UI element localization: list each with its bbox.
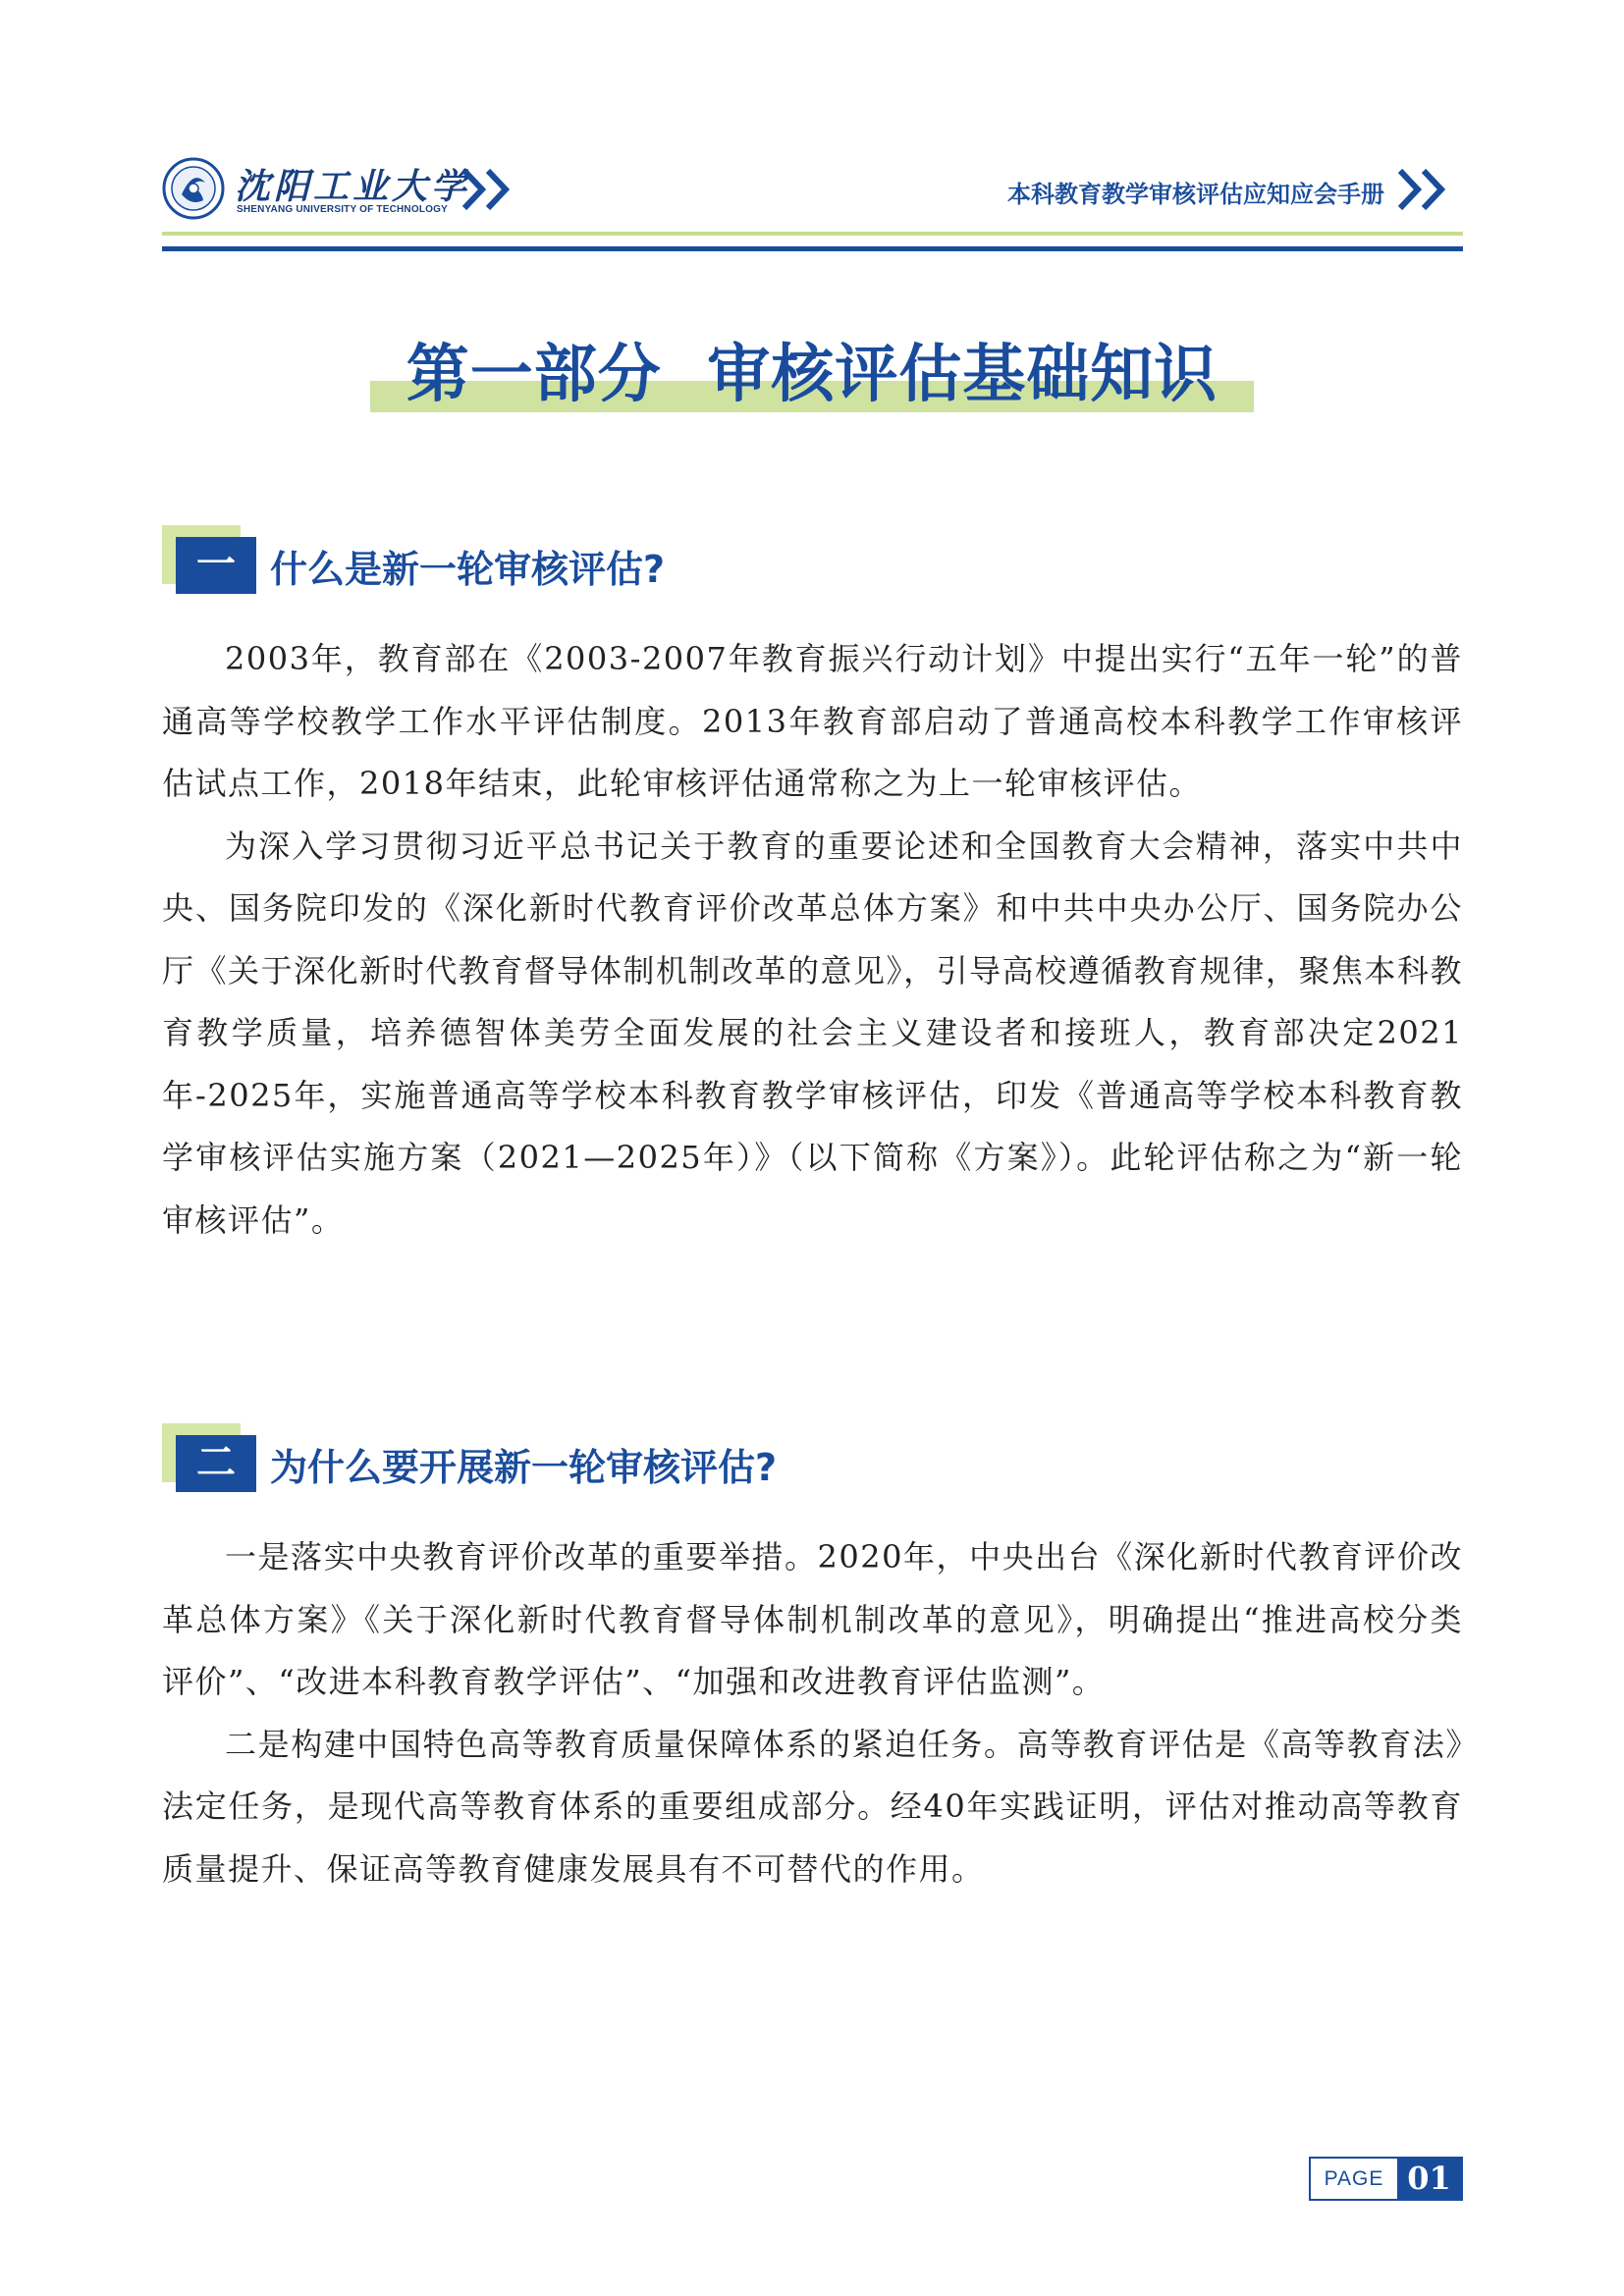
section-heading-2 xyxy=(162,1423,1046,1502)
section-heading-1 xyxy=(162,525,1046,604)
section-number-badge: 二 xyxy=(176,1435,256,1492)
paragraph: 为深入学习贯彻习近平总书记关于教育的重要论述和全国教育大会精神，落实中共中央、国务院印发的《深化新时代教育评价改革总体方案》和中共中央办公厅、国务院办公厅《关于深化新时代教育督导体制机制改革的意见》，引导高校遵循教育规律，聚焦本科教育教学质量，培养德智体美劳全面发展的社会主义建设者和接班人，教育部决定2021年-2025年，实施普通高等学校本科教育教学审核评估，印发《普通高等学校本科教育教学审核评估实施方案（2021—2025年）》（以下简称《方案》）。此轮评估称之为“新一轮审核评估”。 xyxy=(162,827,1463,1239)
section-number-badge: 一 xyxy=(176,537,256,594)
part-title: 第一部分 审核评估基础知识 xyxy=(406,339,1218,411)
paragraph: 2003年，教育部在《2003-2007年教育振兴行动计划》中提出实行“五年一轮”的普通高等学校教学工作水平评估制度。2013年教育部启动了普通高校本科教学工作审核评估试点工作，2018年结束，此轮审核评估通常称之为上一轮审核评估。 xyxy=(162,640,1463,802)
section-title: 什么是新一轮审核评估? xyxy=(270,548,666,591)
handbook-title: 本科教育教学审核评估应知应会手册 xyxy=(1007,181,1384,208)
page-number: 01 xyxy=(1397,2159,1461,2199)
header-rule-blue xyxy=(162,246,1463,251)
university-seal-icon xyxy=(162,157,225,220)
page-number-box xyxy=(1309,2157,1463,2201)
double-chevron-icon xyxy=(1394,165,1457,214)
university-name-en: SHENYANG UNIVERSITY OF TECHNOLOGY xyxy=(237,204,448,215)
paragraph: 二是构建中国特色高等教育质量保障体系的紧迫任务。高等教育评估是《高等教育法》法定任务，是现代高等教育体系的重要组成部分。经40年实践证明，评估对推动高等教育质量提升、保证高等教育健康发展具有不可替代的作用。 xyxy=(162,1725,1463,1888)
section-title: 为什么要开展新一轮审核评估? xyxy=(270,1446,778,1489)
part-title-block xyxy=(370,324,1254,422)
section-body-1 xyxy=(162,628,1463,1252)
paragraph: 一是落实中央教育评价改革的重要举措。2020年，中央出台《深化新时代教育评价改革总体方案》《关于深化新时代教育督导体制机制改革的意见》，明确提出“推进高校分类评价”、“改进本科教育教学评估”、“加强和改进教育评估监测”。 xyxy=(162,1538,1463,1700)
header-rule-green xyxy=(162,232,1463,236)
university-name-cn: 沈阳工业大学 xyxy=(235,166,471,207)
page-header xyxy=(162,147,1463,255)
double-chevron-icon xyxy=(459,165,521,214)
page-label: PAGE xyxy=(1324,2167,1384,2190)
section-body-2 xyxy=(162,1526,1463,1900)
